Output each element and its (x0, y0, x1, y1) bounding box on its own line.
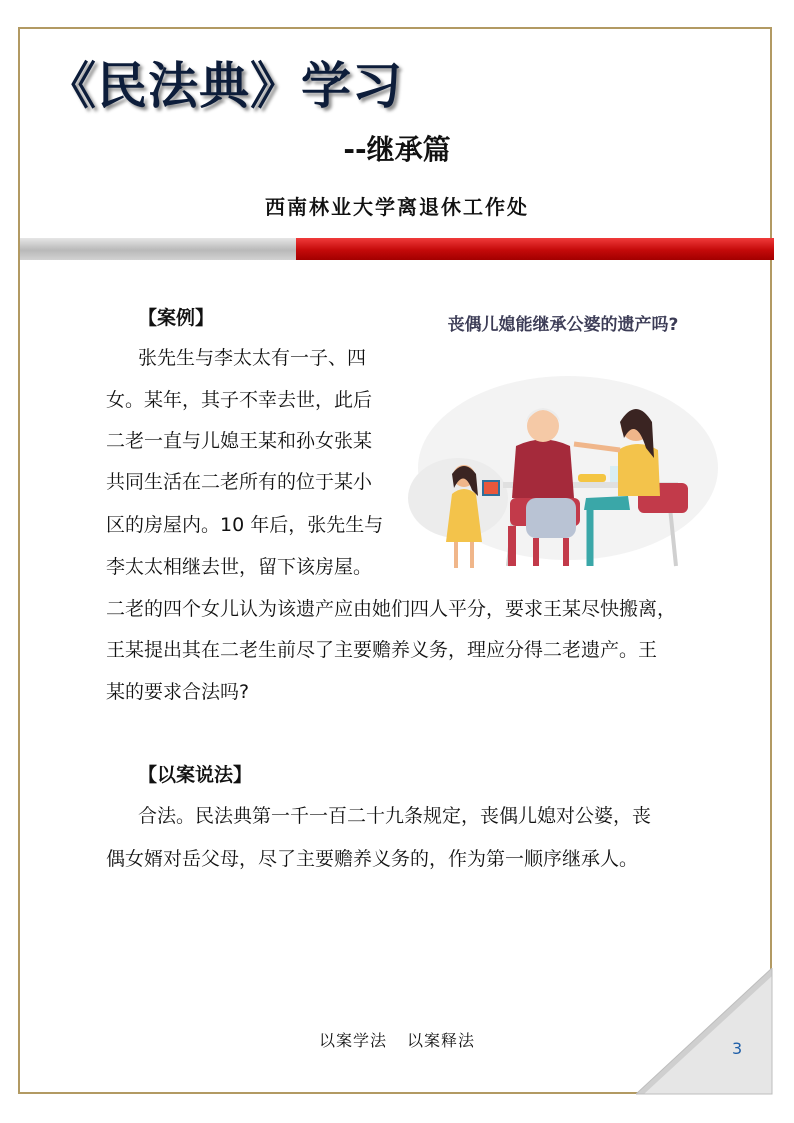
case-heading: 【案例】 (138, 307, 215, 329)
law-line: 合法。民法典第一千一百二十九条规定，丧偶儿媳对公婆，丧 (138, 805, 652, 827)
illustration-caption: 丧偶儿媳能继承公婆的遗产吗? (447, 315, 679, 335)
divider-bar-grey (20, 238, 296, 260)
case-line: 共同生活在二老所有的位于某小 (106, 471, 373, 493)
footer-motto: 以案学法 以案释法 (318, 1031, 476, 1050)
case-line: 王某提出其在二老生前尽了主要赡养义务，理应分得二老遗产。王 (106, 639, 658, 661)
case-line: 女。某年，其子不幸去世，此后 (106, 389, 373, 411)
case-line: 某的要求合法吗? (106, 681, 250, 703)
case-line: 二老的四个女儿认为该遗产应由她们四人平分，要求王某尽快搬离， (106, 598, 677, 620)
page-number: 3 (732, 1039, 743, 1058)
law-heading: 【以案说法】 (138, 764, 253, 786)
case-line: 二老一直与儿媳王某和孙女张某 (106, 430, 373, 452)
page-title: 《民法典》学习 (46, 56, 403, 115)
case-line: 张先生与李太太有一子、四 (138, 347, 367, 369)
page-curl-corner (636, 968, 776, 1098)
page-subtitle: --继承篇 (343, 133, 451, 166)
case-line: 区的房屋内。10 年后，张先生与 (106, 514, 384, 536)
law-line: 偶女婿对岳父母，尽了主要赡养义务的，作为第一顺序继承人。 (106, 848, 639, 870)
organization-name: 西南林业大学离退休工作处 (265, 195, 529, 219)
divider-bar-red (296, 238, 774, 260)
illustration-widowed-daughter-in-law (398, 298, 732, 580)
case-line: 李太太相继去世，留下该房屋。 (106, 556, 373, 578)
